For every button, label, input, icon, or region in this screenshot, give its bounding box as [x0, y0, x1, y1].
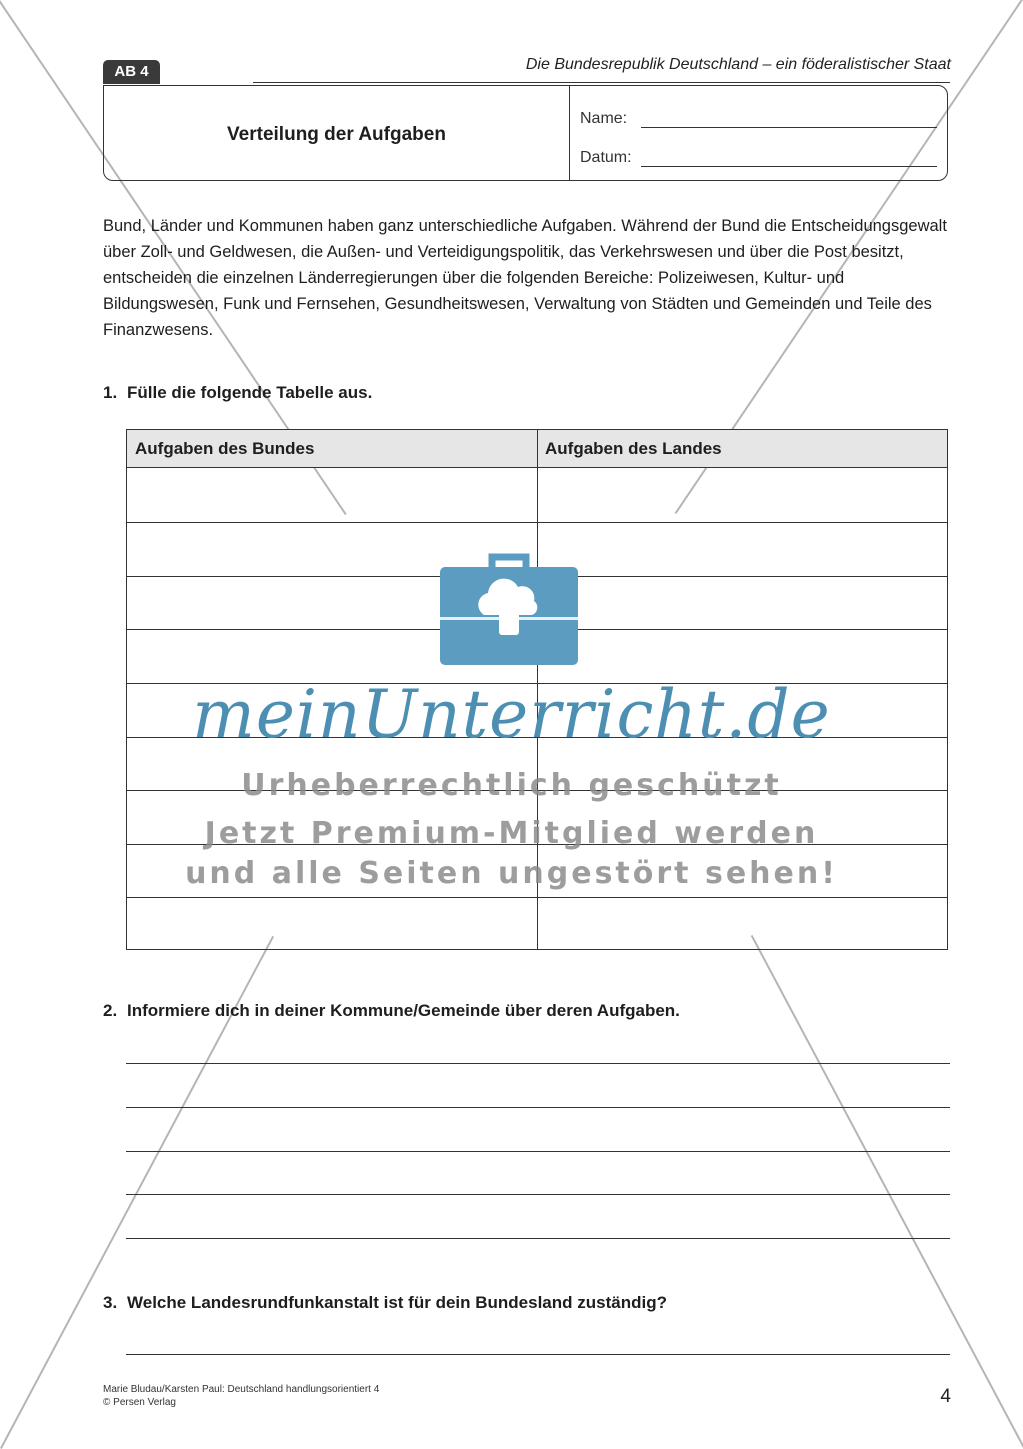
watermark-stroke	[751, 935, 1023, 1448]
watermark-brand: meinUnterricht.de	[192, 676, 831, 753]
task-number: 2.	[103, 1001, 118, 1020]
date-field[interactable]	[641, 166, 937, 167]
series-title: Die Bundesrepublik Deutschland – ein föderalistischer Staat	[525, 56, 951, 73]
answer-line[interactable]	[126, 1194, 950, 1195]
table-row[interactable]	[127, 522, 947, 523]
table-header-bund: Aufgaben des Bundes	[127, 430, 537, 468]
answer-line[interactable]	[126, 1238, 950, 1239]
watermark-line-1: Urheberrechtlich geschützt	[241, 768, 782, 803]
answer-line[interactable]	[126, 1151, 950, 1152]
task-1	[103, 383, 372, 403]
date-label: Datum:	[580, 149, 632, 166]
table-header-land: Aufgaben des Landes	[537, 430, 947, 468]
table-row[interactable]	[127, 897, 947, 898]
answer-line[interactable]	[126, 1354, 950, 1355]
task-number: 3.	[103, 1293, 118, 1312]
task-text: Welche Landesrundfunkanstalt ist für dein Bundesland zuständig?	[127, 1293, 667, 1312]
footer-credit	[103, 1383, 379, 1409]
task-3	[103, 1293, 667, 1313]
watermark-line-2: Jetzt Premium-Mitglied werden	[204, 816, 819, 851]
briefcase-icon	[440, 553, 578, 665]
intro-text: Bund, Länder und Kommunen haben ganz unterschiedliche Aufgaben. Während der Bund die Entscheidungsgewalt über Zoll- und Geldwesen, die Außen- und Verteidigungspolitik, das Verkehrswesen und über die Post besitzt, entscheiden die einzelnen Länderregierungen über die folgenden Bereiche: Polizeiwesen, Kultur- und Bildungswesen, Funk und Fernsehen, Gesundheitswesen, Verwaltung von Städten und Gemeinden und Teile des Finanzwesens.	[103, 217, 947, 339]
task-number: 1.	[103, 383, 118, 402]
task-text: Fülle die folgende Tabelle aus.	[127, 383, 373, 402]
name-field[interactable]	[641, 127, 937, 128]
page-number: 4	[940, 1386, 951, 1407]
watermark-line-3: und alle Seiten ungestört sehen!	[185, 856, 838, 891]
answer-line[interactable]	[126, 1063, 950, 1064]
sheet-tag: AB 4	[103, 60, 160, 84]
sheet-title: Verteilung der Aufgaben	[227, 124, 446, 145]
answer-line[interactable]	[126, 1107, 950, 1108]
title-box-divider	[569, 85, 570, 181]
name-label: Name:	[580, 110, 628, 127]
header-rule	[253, 82, 950, 83]
footer-credit-publisher: © Persen Verlag	[103, 1397, 176, 1408]
task-text: Informiere dich in deiner Kommune/Gemeinde über deren Aufgaben.	[127, 1001, 680, 1020]
footer-credit-authors: Marie Bludau/Karsten Paul: Deutschland handlungsorientiert 4	[103, 1384, 380, 1395]
task-2	[103, 1001, 680, 1021]
